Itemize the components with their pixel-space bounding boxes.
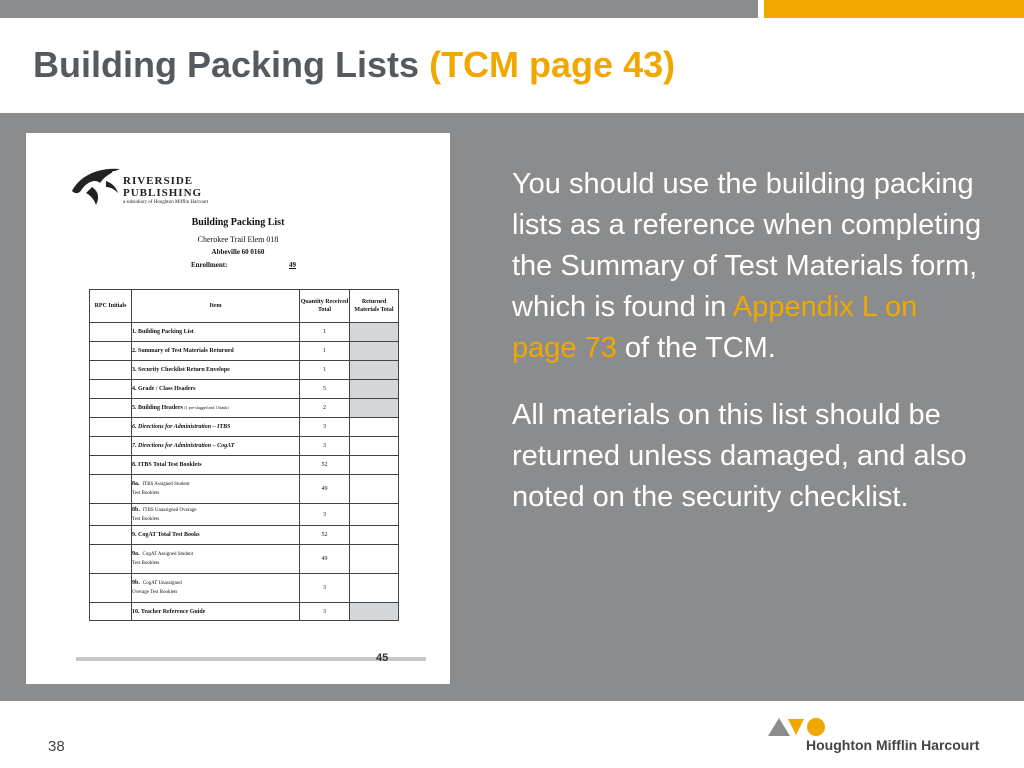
table-row (90, 545, 399, 574)
slide-title (33, 44, 675, 86)
row-qty: 3 (300, 574, 350, 603)
row-item: 7. Directions for Administration – CogAT (132, 437, 300, 456)
table-row (90, 418, 399, 437)
table-row (90, 361, 399, 380)
appendix-link[interactable]: Appendix L on page 73 (512, 291, 918, 364)
row-qty: 3 (300, 418, 350, 437)
p1-before: You should use the building packing lists as a reference when completing the Summary of Test Materials form, which is found in (512, 168, 982, 323)
top-bar-accent (764, 0, 1024, 18)
publisher-sub: a subsidiary of Houghton Mifflin Harcourt (123, 200, 209, 205)
row-item (132, 504, 300, 526)
row-item-desc2: Test Booklets (132, 491, 160, 496)
enrollment-label: Enrollment: (191, 261, 228, 269)
row-qty: 49 (300, 545, 350, 574)
table-row (90, 342, 399, 361)
row-item: 3. Security Checklist Return Envelope (132, 361, 300, 380)
row-item-desc: ITBS Unassigned Overage (142, 507, 197, 513)
row-item-desc2: Overage Test Booklets (132, 590, 178, 595)
row-qty: 2 (300, 399, 350, 418)
table-row (90, 526, 399, 545)
document-page-number: 45 (376, 652, 389, 664)
row-item (132, 475, 300, 504)
document-title: Building Packing List (191, 217, 285, 228)
row-item (132, 399, 300, 418)
table-row (90, 603, 399, 621)
table-row (90, 504, 399, 526)
body-text (512, 164, 982, 544)
row-qty: 3 (300, 437, 350, 456)
col-header-initials: RPC Initials (90, 290, 132, 323)
col-header-item: Item (132, 290, 300, 323)
row-qty: 3 (300, 603, 350, 621)
col-header-quantity: Quantity Received Total (300, 290, 350, 323)
row-item (132, 574, 300, 603)
row-qty: 1 (300, 323, 350, 342)
publisher-line1: RIVERSIDE (123, 175, 194, 187)
row-item-code: 8b. (132, 506, 140, 513)
row-item-code: 9a. (132, 551, 140, 557)
enrollment-value: 49 (289, 261, 296, 269)
publisher-line2: PUBLISHING (123, 187, 203, 199)
row-item: 6. Directions for Administration – ITBS (132, 418, 300, 437)
riverside-dolphin-logo (70, 161, 124, 207)
row-qty: 3 (300, 504, 350, 526)
col-header-returned: Returned Materials Total (350, 290, 399, 323)
row-item: 1. Building Packing List (132, 323, 300, 342)
hmh-brand: Houghton Mifflin Harcourt (806, 737, 980, 753)
row-item-desc: CogAT Assigned Student (142, 552, 193, 557)
row-item-desc2: Test Booklets (132, 516, 160, 522)
table-row (90, 399, 399, 418)
publisher-name (123, 175, 208, 206)
row-item: 4. Grade / Class Headers (132, 380, 300, 399)
table-row (90, 456, 399, 475)
row-item-code: 8a. (132, 481, 140, 487)
body-paragraph-1 (512, 164, 982, 369)
row-item: 8. ITBS Total Test Booklets (132, 456, 300, 475)
packing-list-table (89, 289, 399, 621)
table-header-row (90, 290, 399, 323)
title-accent: (TCM page 43) (429, 44, 676, 85)
row-item: 10. Teacher Reference Guide (132, 603, 300, 621)
row-qty: 49 (300, 475, 350, 504)
row-item-note: (1 pre-slugged and 1 blank) (184, 405, 229, 410)
row-qty: 1 (300, 361, 350, 380)
body-paragraph-2: All materials on this list should be returned unless damaged, and also noted on the security checklist. (512, 399, 967, 513)
enrollment (191, 261, 296, 269)
table-row (90, 380, 399, 399)
table-row (90, 574, 399, 603)
row-qty: 5 (300, 380, 350, 399)
p1-after: of the TCM. (616, 332, 776, 364)
table-row (90, 437, 399, 456)
slide-number: 38 (48, 738, 65, 755)
row-qty: 52 (300, 526, 350, 545)
school-name: Cherokee Trail Elem 018 (197, 235, 279, 244)
row-item (132, 545, 300, 574)
row-item-desc2: Test Booklets (132, 561, 160, 566)
row-item-desc: CogAT Unassigned (142, 581, 182, 586)
top-bar-gray (0, 0, 758, 18)
row-item: 2. Summary of Test Materials Returned (132, 342, 300, 361)
title-main: Building Packing Lists (33, 44, 420, 85)
page-footer-bar (76, 657, 426, 661)
row-qty: 52 (300, 456, 350, 475)
packing-list-document (26, 133, 450, 684)
hmh-logo-icon (768, 716, 830, 738)
row-item-desc: ITBS Assigned Student (142, 482, 190, 487)
row-item-text: 5. Building Headers (132, 405, 183, 411)
row-item: 9. CogAT Total Test Books (132, 526, 300, 545)
row-item-code: 9b. (132, 580, 140, 586)
district-name: Abbeville 60 0160 (211, 248, 265, 256)
table-row (90, 323, 399, 342)
table-row (90, 475, 399, 504)
row-qty: 1 (300, 342, 350, 361)
